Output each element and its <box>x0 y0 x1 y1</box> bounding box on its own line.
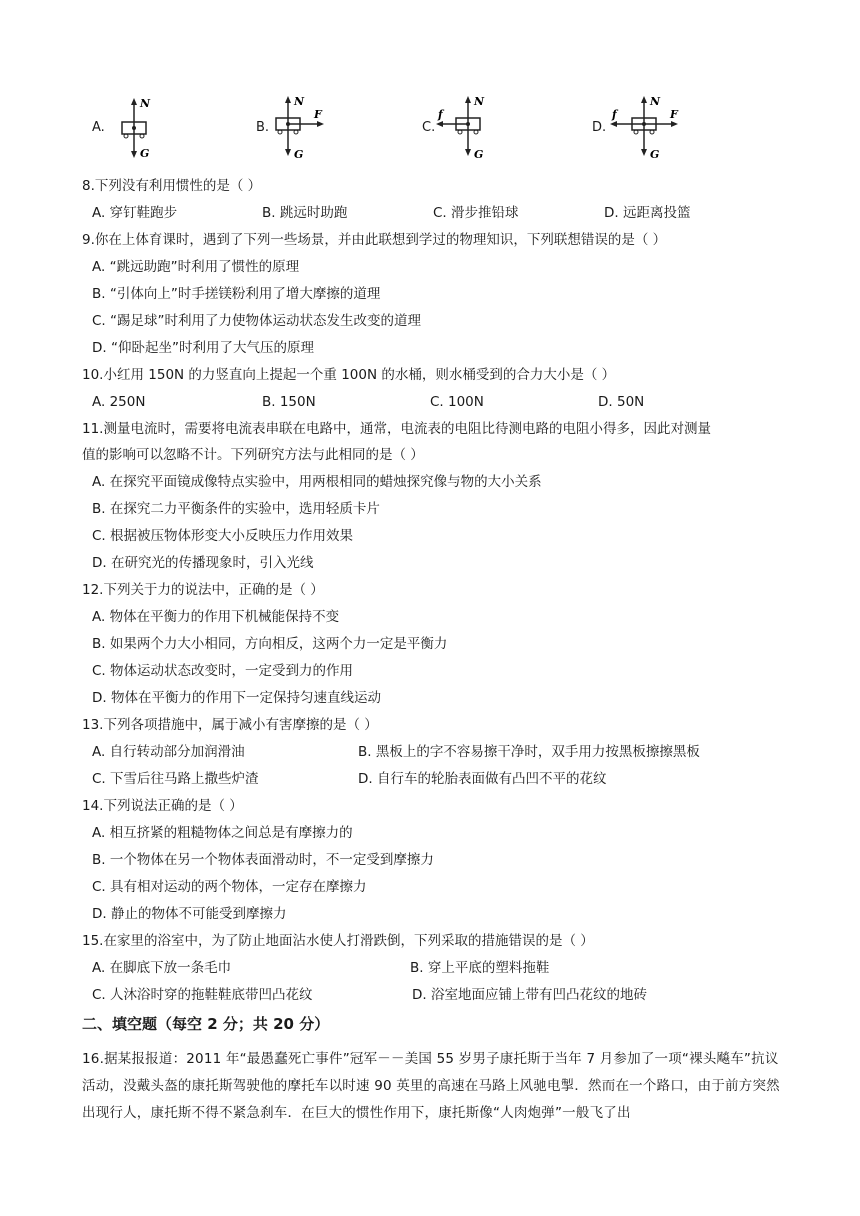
q10-stem: 10.小红用 150N 的力竖直向上提起一个重 100N 的水桶，则水桶受到的合力大小是（ ） <box>82 367 616 383</box>
q9-option-a[interactable]: A. “跳远助跑”时利用了惯性的原理 <box>92 259 300 275</box>
force-label-g: G <box>294 148 304 161</box>
q16-paragraph: 16.据某报报道：2011 年“最愚蠢死亡事件”冠军－－美国 55 岁男子康托斯于当年 7 月参加了一项“裸头飚车”抗议活动，没戴头盔的康托斯驾驶他的摩托车以时速 90 英里的高速在马路上风驰电掣．然而在一个路口，由于前方突然出现行人，康托斯不得不紧急刹车．在巨大的惯性作用下，康托斯像“人肉炮弹”一般飞了出 <box>82 1051 780 1121</box>
section-heading: 二、填空题（每空 2 分；共 20 分） <box>82 1015 330 1033</box>
q11-option-b[interactable]: B. 在探究二力平衡条件的实验中，选用轻质卡片 <box>92 501 380 517</box>
option-a-label: A. <box>92 120 105 135</box>
q8-option-a[interactable]: A. 穿钉鞋跑步 <box>92 205 178 221</box>
force-label-f-friction: f <box>438 108 443 121</box>
q15-option-c[interactable]: C. 人沐浴时穿的拖鞋鞋底带凹凸花纹 <box>92 987 313 1003</box>
force-label-f: F <box>670 108 678 121</box>
q11-stem-line1: 11.测量电流时，需要将电流表串联在电路中，通常，电流表的电阻比待测电路的电阻小得多，因此对测量 <box>82 421 711 437</box>
q15-stem: 15.在家里的浴室中，为了防止地面沾水使人打滑跌倒，下列采取的措施错误的是（ ） <box>82 933 594 949</box>
q15-option-d[interactable]: D. 浴室地面应铺上带有凹凸花纹的地砖 <box>412 987 647 1003</box>
q8-option-d[interactable]: D. 远距离投篮 <box>604 205 691 221</box>
option-b-label: B. <box>256 120 270 135</box>
q11-option-d[interactable]: D. 在研究光的传播现象时，引入光线 <box>92 555 314 571</box>
q10-option-c[interactable]: C. 100N <box>430 394 484 410</box>
q13-option-b[interactable]: B. 黑板上的字不容易擦干净时，双手用力按黑板擦擦黑板 <box>358 744 700 760</box>
q14-stem: 14.下列说法正确的是（ ） <box>82 798 243 814</box>
q10-option-b[interactable]: B. 150N <box>262 394 316 410</box>
q12-option-d[interactable]: D. 物体在平衡力的作用下一定保持匀速直线运动 <box>92 690 381 706</box>
q14-option-d[interactable]: D. 静止的物体不可能受到摩擦力 <box>92 906 287 922</box>
force-diagram-c[interactable] <box>432 92 494 162</box>
q10-option-d[interactable]: D. 50N <box>598 394 645 410</box>
q11-option-c[interactable]: C. 根据被压物体形变大小反映压力作用效果 <box>92 528 354 544</box>
q15-option-a[interactable]: A. 在脚底下放一条毛巾 <box>92 960 232 976</box>
q9-option-c[interactable]: C. “踢足球”时利用了力使物体运动状态发生改变的道理 <box>92 313 421 329</box>
force-label-g: G <box>474 148 484 161</box>
force-label-g: G <box>140 147 150 160</box>
force-label-n: N <box>140 97 151 110</box>
q14-option-c[interactable]: C. 具有相对运动的两个物体，一定存在摩擦力 <box>92 879 367 895</box>
option-c-label: C. <box>422 120 436 135</box>
q13-stem: 13.下列各项措施中，属于减小有害摩擦的是（ ） <box>82 717 378 733</box>
q14-option-a[interactable]: A. 相互挤紧的粗糙物体之间总是有摩擦力的 <box>92 825 353 841</box>
force-label-f-friction: f <box>612 108 617 121</box>
q9-stem: 9.你在上体育课时，遇到了下列一些场景，并由此联想到学过的物理知识，下列联想错误的是（ ） <box>82 232 667 248</box>
q8-stem: 8.下列没有利用惯性的是（ ） <box>82 178 262 194</box>
q10-option-a[interactable]: A. 250N <box>92 394 146 410</box>
q12-stem: 12.下列关于力的说法中，正确的是（ ） <box>82 582 324 598</box>
q12-option-b[interactable]: B. 如果两个力大小相同，方向相反，这两个力一定是平衡力 <box>92 636 448 652</box>
q13-option-a[interactable]: A. 自行转动部分加润滑油 <box>92 744 245 760</box>
q8-option-c[interactable]: C. 滑步推铅球 <box>433 205 519 221</box>
force-diagram-b[interactable] <box>270 92 332 162</box>
option-d-label: D. <box>592 120 607 135</box>
q11-stem-line2: 值的影响可以忽略不计。下列研究方法与此相同的是（ ） <box>82 447 424 463</box>
q8-option-b[interactable]: B. 跳远时助跑 <box>262 205 348 221</box>
q12-option-a[interactable]: A. 物体在平衡力的作用下机械能保持不变 <box>92 609 340 625</box>
q12-option-c[interactable]: C. 物体运动状态改变时，一定受到力的作用 <box>92 663 354 679</box>
force-label-g: G <box>650 148 660 161</box>
force-label-n: N <box>650 95 661 108</box>
force-label-n: N <box>294 95 305 108</box>
q9-option-b[interactable]: B. “引体向上”时手搓镁粉利用了增大摩擦的道理 <box>92 286 381 302</box>
q9-option-d[interactable]: D. “仰卧起坐”时利用了大气压的原理 <box>92 340 314 356</box>
force-label-f: F <box>314 108 322 121</box>
force-diagram-a[interactable] <box>106 94 166 162</box>
q13-option-c[interactable]: C. 下雪后往马路上撒些炉渣 <box>92 771 259 787</box>
q13-option-d[interactable]: D. 自行车的轮胎表面做有凸凹不平的花纹 <box>358 771 607 787</box>
q11-option-a[interactable]: A. 在探究平面镜成像特点实验中，用两根相同的蜡烛探究像与物的大小关系 <box>92 474 542 490</box>
q15-option-b[interactable]: B. 穿上平底的塑料拖鞋 <box>410 960 550 976</box>
force-label-n: N <box>474 95 485 108</box>
force-diagram-d[interactable] <box>604 92 684 162</box>
q14-option-b[interactable]: B. 一个物体在另一个物体表面滑动时，不一定受到摩擦力 <box>92 852 434 868</box>
